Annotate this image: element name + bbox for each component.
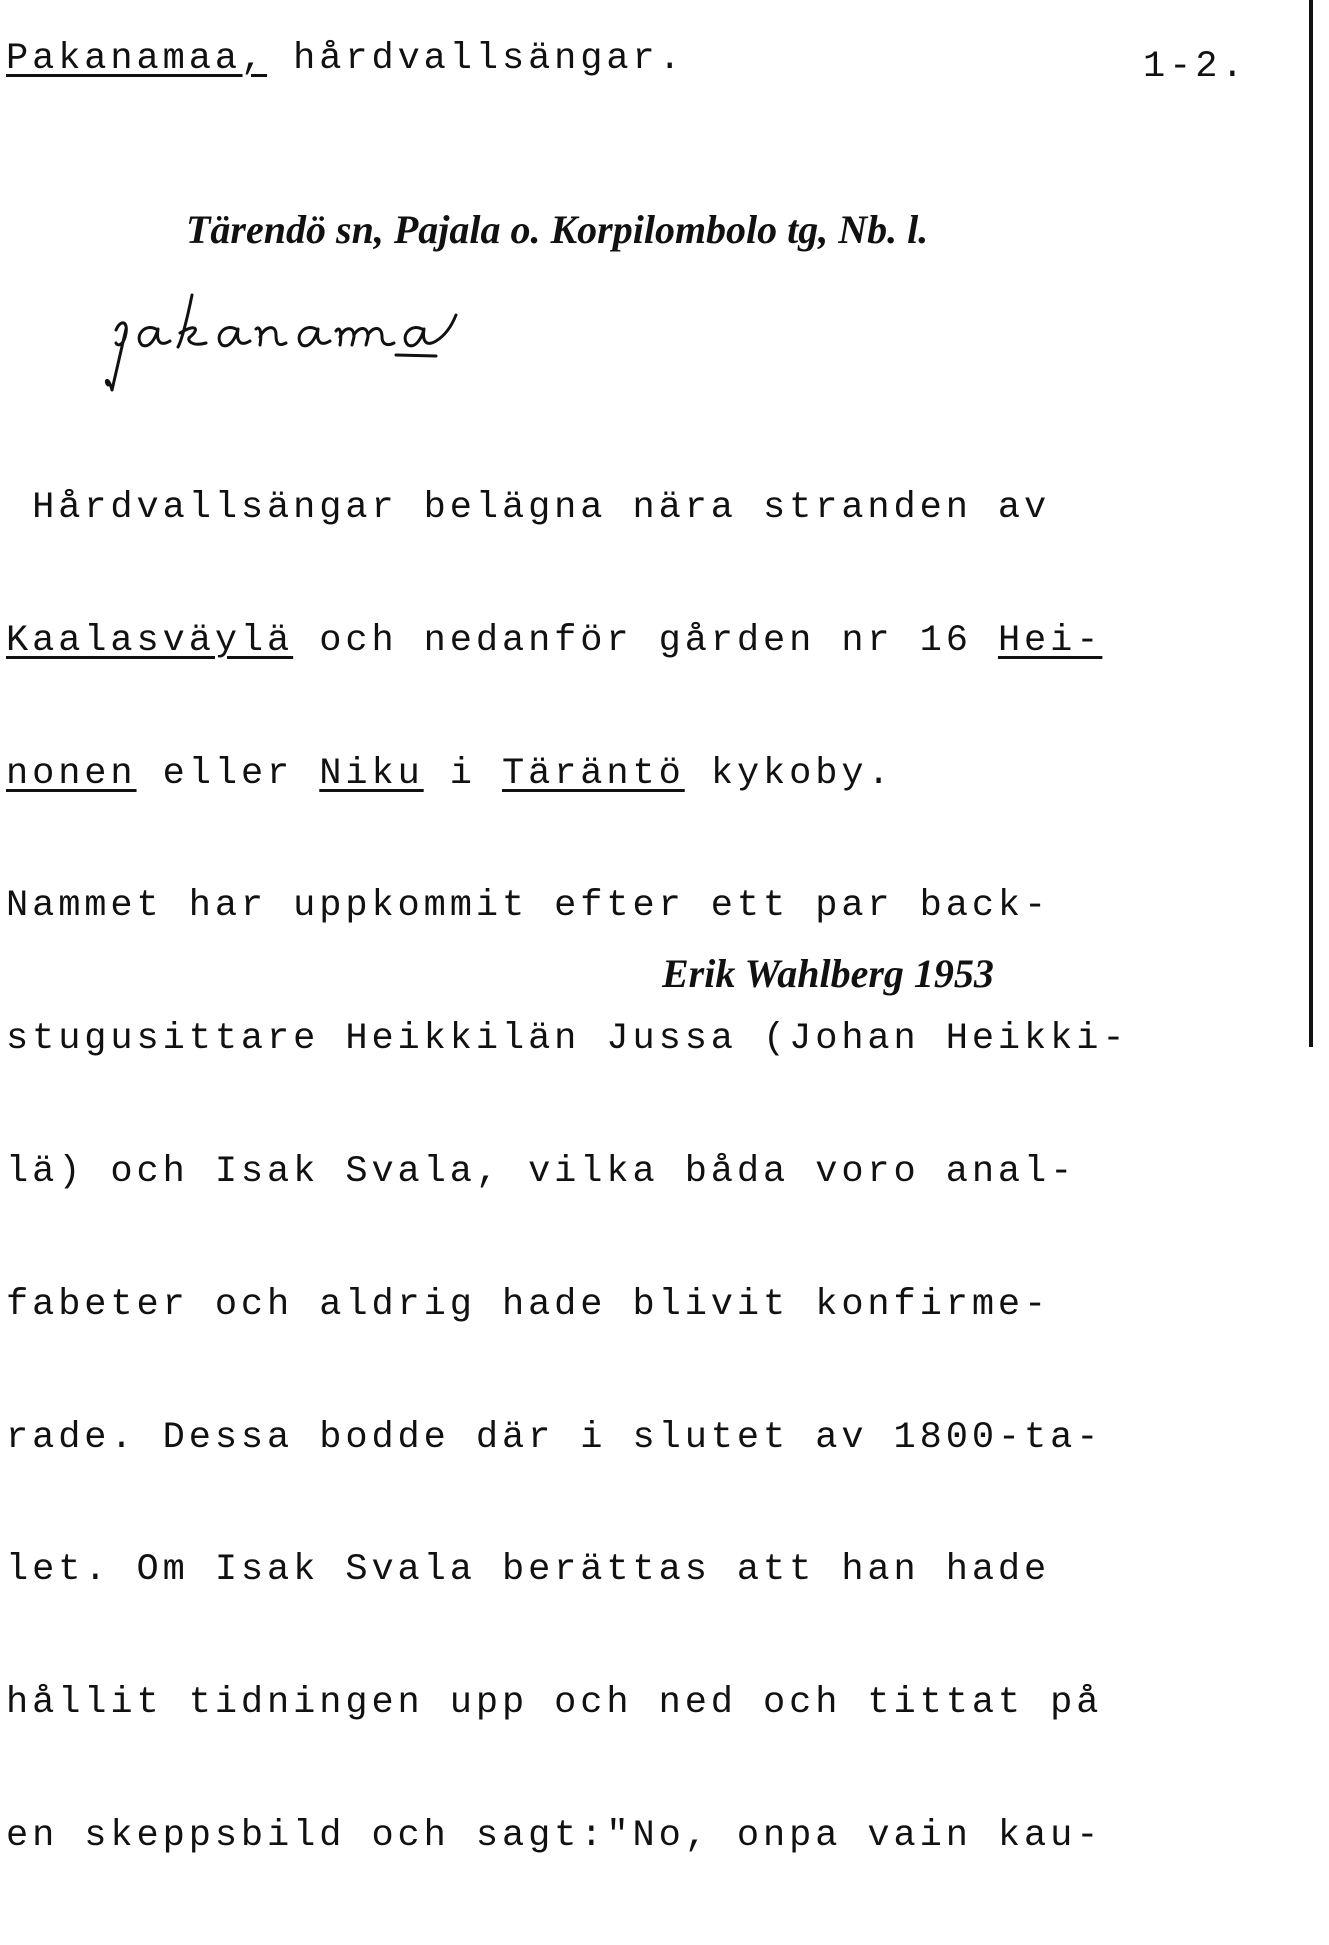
place-name-tarantö: Täräntö — [502, 752, 685, 795]
card-title: Pakanamaa, — [6, 38, 268, 80]
body-line-8: rade. Dessa bodde där i slutet av 1800-ta- — [6, 1416, 1103, 1459]
card-edge-divider — [1309, 0, 1313, 1047]
place-name-kaalasvayla: Kaalasväylä — [6, 619, 294, 662]
place-name-heinonen-part1: Hei- — [997, 619, 1103, 662]
place-name-heinonen-part2: nonen — [6, 752, 137, 795]
place-stamp: Tärendö sn, Pajala o. Korpilombolo tg, Nb. l. — [186, 207, 929, 252]
card-header — [6, 38, 685, 80]
body-line-11: en skeppsbild och sagt:"No, onpa vain kau- — [6, 1814, 1103, 1857]
card-number: 1-2. — [1143, 46, 1248, 88]
body-line-5: stugusittare Heikkilän Jussa (Johan Heikki- — [6, 1018, 1129, 1061]
body-line-4: Nammet har uppkommit efter ett par back- — [6, 885, 1051, 928]
handwritten-name-signature — [96, 285, 616, 395]
body-line-2: Kaalasväylä och nedanför gården nr 16 Hei- — [6, 619, 1103, 662]
body-line-1: Hårdvallsängar belägna nära stranden av — [6, 487, 1051, 529]
body-line-9: let. Om Isak Svala berättas att han hade — [6, 1549, 1051, 1592]
card-body — [6, 400, 1128, 1945]
body-line-6: lä) och Isak Svala, vilka båda voro anal- — [6, 1150, 1077, 1193]
signature-stamp: Erik Wahlberg 1953 — [662, 951, 994, 996]
body-line-3: nonen eller Niku i Täräntö kykoby. — [6, 752, 894, 795]
place-name-niku: Niku — [319, 752, 424, 795]
card-subtitle: hårdvallsängar. — [267, 38, 685, 80]
body-line-7: fabeter och aldrig hade blivit konfirme- — [6, 1283, 1051, 1326]
body-line-10: hållit tidningen upp och ned och tittat på — [6, 1682, 1103, 1725]
